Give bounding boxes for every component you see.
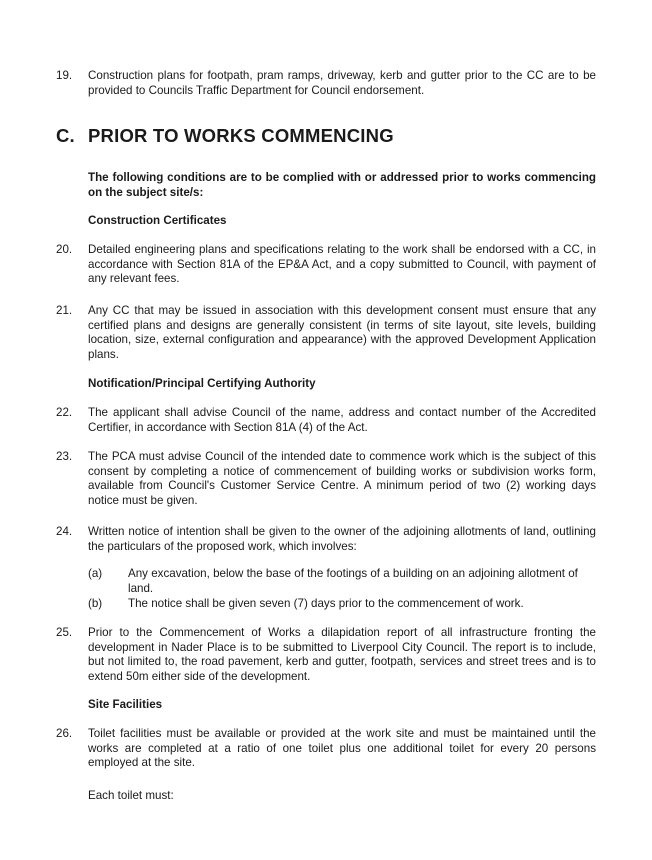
sub-item-label: (b) (88, 597, 103, 610)
condition-text: Any CC that may be issued in association with this development consent must ensure that any certified plans and designs are generally consistent (in terms of site layout, site levels, building location, size, external configuration and appearance) with the approved Development Application plans. (88, 304, 596, 361)
condition-text: Prior to the Commencement of Works a dilapidation report of all infrastructure fronting the development in Nader Place is to be submitted to Liverpool City Council. The report is to include, but not limited to, the road pavement, kerb and gutter, footpath, services and street trees and is to extend 50m either side of the development. (88, 626, 596, 683)
condition-text: Detailed engineering plans and specifications relating to the work shall be endorsed with a CC, in accordance with Section 81A of the EP&A Act, and a copy submitted to Council, with payment of any relevant fees. (88, 243, 596, 285)
condition-24 (56, 525, 596, 554)
subheading-site-facilities: Site Facilities (88, 698, 163, 711)
section-heading (56, 125, 394, 147)
condition-number: 25. (56, 626, 73, 639)
condition-number: 26. (56, 727, 73, 740)
section-intro: The following conditions are to be complied with or addressed prior to works commencing on the subject site/s: (88, 171, 596, 199)
section-letter: C. (56, 125, 75, 146)
condition-22 (56, 406, 596, 435)
sub-item-b (88, 597, 596, 612)
sub-item-text: Any excavation, below the base of the footings of a building on an adjoining allotment of land. (128, 567, 578, 595)
subheading-notification: Notification/Principal Certifying Authority (88, 377, 316, 390)
section-title: PRIOR TO WORKS COMMENCING (88, 125, 394, 146)
condition-text: Toilet facilities must be available or provided at the work site and must be maintained until the works are completed at a ratio of one toilet plus one additional toilet for every 20 persons employed at the site. (88, 727, 596, 769)
sub-item-a (88, 567, 596, 596)
condition-number: 19. (56, 69, 73, 82)
condition-23 (56, 450, 596, 508)
condition-number: 21. (56, 304, 73, 317)
condition-number: 24. (56, 525, 73, 538)
condition-number: 20. (56, 243, 73, 256)
condition-text: The PCA must advise Council of the intended date to commence work which is the subject of this consent by completing a notice of commencement of building works or subdivision works form, available from Council's Customer Service Centre. A minimum period of two (2) working days notice must be given. (88, 450, 596, 507)
condition-text: The applicant shall advise Council of the name, address and contact number of the Accredited Certifier, in accordance with Section 81A (4) of the Act. (88, 406, 596, 434)
condition-21 (56, 304, 596, 362)
each-toilet-text: Each toilet must: (88, 789, 174, 802)
subheading-construction-certificates: Construction Certificates (88, 214, 227, 227)
condition-text: Construction plans for footpath, pram ramps, driveway, kerb and gutter prior to the CC are to be provided to Councils Traffic Department for Council endorsement. (88, 69, 596, 97)
condition-number: 23. (56, 450, 73, 463)
condition-19 (56, 69, 596, 98)
condition-20 (56, 243, 596, 287)
sub-item-text: The notice shall be given seven (7) days prior to the commencement of work. (128, 597, 524, 610)
condition-25 (56, 626, 596, 684)
condition-text: Written notice of intention shall be given to the owner of the adjoining allotments of land, outlining the particulars of the proposed work, which involves: (88, 525, 596, 553)
sub-item-label: (a) (88, 567, 103, 580)
condition-26 (56, 727, 596, 771)
condition-number: 22. (56, 406, 73, 419)
